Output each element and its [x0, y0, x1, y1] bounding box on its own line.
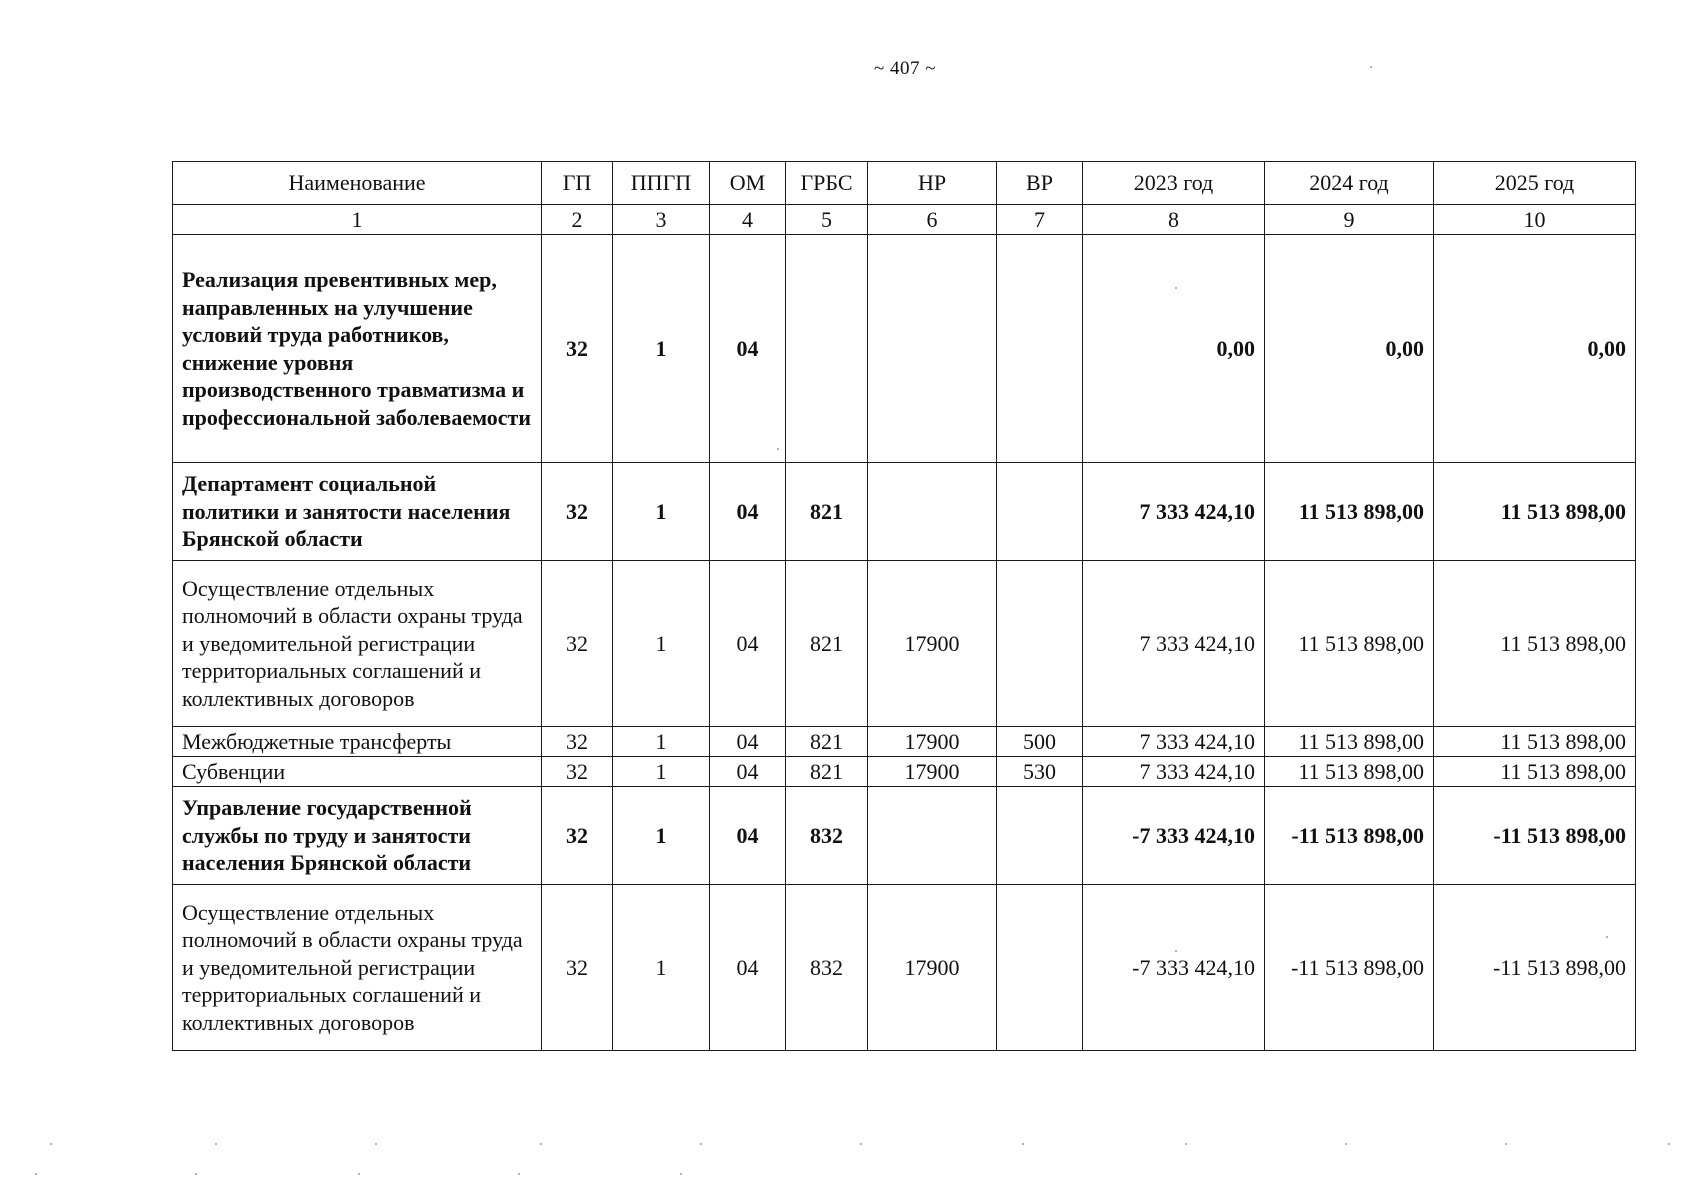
- header-2023: 2023 год: [1083, 162, 1265, 205]
- column-number: 9: [1265, 205, 1434, 235]
- column-number-row: [173, 205, 1636, 235]
- scan-speck: [1345, 1143, 1347, 1145]
- column-number: 8: [1083, 205, 1265, 235]
- cell-ppgp: 1: [613, 561, 710, 727]
- cell-gp: 32: [542, 235, 613, 463]
- cell-2025: -11 513 898,00: [1434, 787, 1636, 885]
- cell-2023: -7 333 424,10: [1083, 885, 1265, 1051]
- header-gp: ГП: [542, 162, 613, 205]
- scan-speck: [540, 1143, 542, 1145]
- table-row: [173, 787, 1636, 885]
- cell-2024: 11 513 898,00: [1265, 757, 1434, 787]
- header-ppgp: ППГП: [613, 162, 710, 205]
- cell-2025: 11 513 898,00: [1434, 727, 1636, 757]
- scan-speck: [195, 1173, 197, 1175]
- row-name: Управление государственной службы по труду и занятости населения Брянской области: [173, 787, 542, 885]
- cell-vr: 530: [997, 757, 1083, 787]
- header-grbs: ГРБС: [786, 162, 868, 205]
- column-number: 5: [786, 205, 868, 235]
- cell-2025: 0,00: [1434, 235, 1636, 463]
- cell-om: 04: [710, 757, 786, 787]
- header-2025: 2025 год: [1434, 162, 1636, 205]
- table-row: [173, 757, 1636, 787]
- scan-speck: [50, 1143, 52, 1145]
- row-name: Межбюджетные трансферты: [173, 727, 542, 757]
- cell-ppgp: 1: [613, 463, 710, 561]
- cell-vr: [997, 787, 1083, 885]
- header-2024: 2024 год: [1265, 162, 1434, 205]
- scan-speck: [680, 1173, 682, 1175]
- cell-gp: 32: [542, 561, 613, 727]
- cell-2025: 11 513 898,00: [1434, 463, 1636, 561]
- cell-ppgp: 1: [613, 757, 710, 787]
- cell-ppgp: 1: [613, 727, 710, 757]
- page-number: ~ 407 ~: [873, 58, 937, 79]
- cell-2024: 11 513 898,00: [1265, 561, 1434, 727]
- cell-nr: [868, 787, 997, 885]
- cell-nr: 17900: [868, 561, 997, 727]
- cell-nr: [868, 463, 997, 561]
- scan-speck: [1022, 1143, 1024, 1145]
- row-name: Осуществление отдельных полномочий в области охраны труда и уведомительной регистрации территориальных соглашений и коллективных договоров: [173, 561, 542, 727]
- cell-2025: 11 513 898,00: [1434, 757, 1636, 787]
- cell-grbs: [786, 235, 868, 463]
- table-row: [173, 885, 1636, 1051]
- cell-gp: 32: [542, 885, 613, 1051]
- header-om: ОМ: [710, 162, 786, 205]
- cell-2024: 0,00: [1265, 235, 1434, 463]
- scan-speck: [1175, 287, 1177, 289]
- cell-2023: 7 333 424,10: [1083, 561, 1265, 727]
- scan-speck: [375, 1143, 377, 1145]
- scan-speck: [215, 1143, 217, 1145]
- row-name: Субвенции: [173, 757, 542, 787]
- table-row: [173, 235, 1636, 463]
- cell-gp: 32: [542, 463, 613, 561]
- cell-2025: -11 513 898,00: [1434, 885, 1636, 1051]
- table-row: [173, 727, 1636, 757]
- cell-2024: 11 513 898,00: [1265, 727, 1434, 757]
- header-vr: ВР: [997, 162, 1083, 205]
- scan-speck: [700, 1143, 702, 1145]
- cell-grbs: 821: [786, 463, 868, 561]
- cell-2023: 7 333 424,10: [1083, 727, 1265, 757]
- header-nr: НР: [868, 162, 997, 205]
- header-row: [173, 162, 1636, 205]
- cell-ppgp: 1: [613, 787, 710, 885]
- cell-om: 04: [710, 885, 786, 1051]
- scan-speck: [1175, 950, 1177, 952]
- cell-om: 04: [710, 727, 786, 757]
- column-number: 10: [1434, 205, 1636, 235]
- cell-2023: 0,00: [1083, 235, 1265, 463]
- cell-2024: -11 513 898,00: [1265, 787, 1434, 885]
- cell-2023: -7 333 424,10: [1083, 787, 1265, 885]
- scan-speck: [860, 1143, 862, 1145]
- cell-vr: [997, 885, 1083, 1051]
- cell-grbs: 821: [786, 727, 868, 757]
- table-row: [173, 463, 1636, 561]
- header-name: Наименование: [173, 162, 542, 205]
- cell-om: 04: [710, 235, 786, 463]
- scan-speck: [518, 1173, 520, 1175]
- cell-vr: [997, 463, 1083, 561]
- budget-table: [172, 161, 1636, 1051]
- cell-vr: [997, 561, 1083, 727]
- cell-gp: 32: [542, 727, 613, 757]
- column-number: 4: [710, 205, 786, 235]
- column-number: 7: [997, 205, 1083, 235]
- cell-2024: 11 513 898,00: [1265, 463, 1434, 561]
- cell-vr: 500: [997, 727, 1083, 757]
- column-number: 6: [868, 205, 997, 235]
- column-number: 1: [173, 205, 542, 235]
- row-name: Реализация превентивных мер, направленных на улучшение условий труда работников, снижение уровня производственного травматизма и профессиональной заболеваемости: [173, 235, 542, 463]
- scan-speck: [1606, 936, 1608, 938]
- scan-speck: [358, 1173, 360, 1175]
- cell-ppgp: 1: [613, 885, 710, 1051]
- column-number: 2: [542, 205, 613, 235]
- cell-nr: 17900: [868, 727, 997, 757]
- cell-nr: 17900: [868, 885, 997, 1051]
- cell-2023: 7 333 424,10: [1083, 757, 1265, 787]
- cell-grbs: 832: [786, 885, 868, 1051]
- cell-grbs: 821: [786, 757, 868, 787]
- cell-2024: -11 513 898,00: [1265, 885, 1434, 1051]
- cell-vr: [997, 235, 1083, 463]
- table-row: [173, 561, 1636, 727]
- cell-grbs: 832: [786, 787, 868, 885]
- cell-nr: 17900: [868, 757, 997, 787]
- cell-om: 04: [710, 561, 786, 727]
- cell-om: 04: [710, 463, 786, 561]
- cell-2025: 11 513 898,00: [1434, 561, 1636, 727]
- cell-nr: [868, 235, 997, 463]
- row-name: Департамент социальной политики и занятости населения Брянской области: [173, 463, 542, 561]
- cell-grbs: 821: [786, 561, 868, 727]
- column-number: 3: [613, 205, 710, 235]
- scan-speck: [777, 448, 779, 450]
- scan-speck: [1185, 1143, 1187, 1145]
- cell-ppgp: 1: [613, 235, 710, 463]
- cell-2023: 7 333 424,10: [1083, 463, 1265, 561]
- cell-gp: 32: [542, 787, 613, 885]
- scan-speck: [1505, 1143, 1507, 1145]
- row-name: Осуществление отдельных полномочий в области охраны труда и уведомительной регистрации территориальных соглашений и коллективных договоров: [173, 885, 542, 1051]
- scan-speck: [35, 1173, 37, 1175]
- cell-gp: 32: [542, 757, 613, 787]
- scan-speck: [1370, 66, 1372, 68]
- scan-speck: [1668, 1143, 1670, 1145]
- cell-om: 04: [710, 787, 786, 885]
